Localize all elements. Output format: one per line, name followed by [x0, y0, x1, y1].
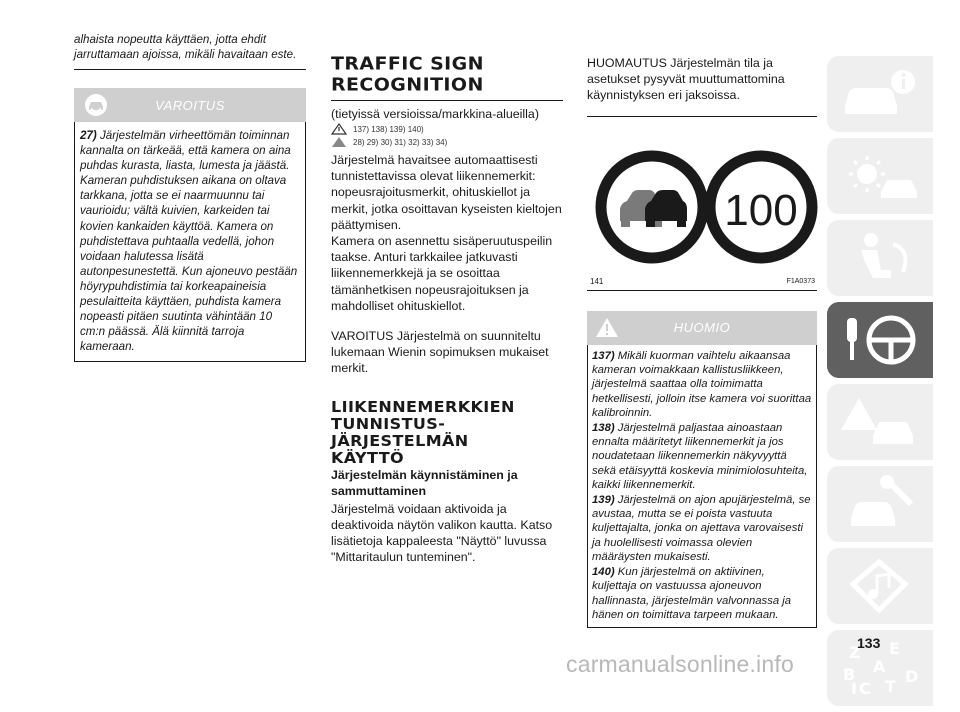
- note-text: Mikäli kuorman vaihtelu aikaansaa kameran voimakkaan kallistusliikkeen, järjestelmä saattaa olla toimimatta hetkellisesti, jolloin itse kamera voi suorittaa kalibroinnin.: [592, 349, 812, 420]
- intro-text: alhaista nopeutta käyttäen, jotta ehdit jarruttamaan ajoissa, mikäli havaitaan este.: [74, 32, 306, 70]
- availability-note: (tietyissä versioissa/markkina-alueilla): [331, 107, 539, 121]
- speed-limit-value: 100: [724, 185, 798, 235]
- note-item: [592, 421, 812, 493]
- note-text: Järjestelmä paljastaa ainoastaan ennalta määritetyt liikennemerkit ja jos noudatetaan liikennemerkin näkyvyyttä sekä etäisyyttä koskevia minimiolosuhteita, kaikki liikennemerkit.: [592, 421, 808, 492]
- paragraph-camera: Kamera on asennettu sisäperuutuspeilin taakse. Anturi tarkkailee jatkuvasti liikennemerkkejä ja se osoittaa tämänhetkisen nopeusrajoituksen ja mahdolliset ohituskiellot.: [331, 234, 553, 313]
- section-title-line-1: TRAFFIC SIGN: [331, 54, 484, 75]
- attention-icon: [595, 316, 619, 340]
- key-steering-icon: [837, 308, 923, 372]
- svg-text:B: B: [843, 665, 856, 684]
- car-warning-icon: [84, 93, 108, 117]
- warning-box: [74, 122, 306, 362]
- note-ref-number: 139): [592, 493, 615, 506]
- note-item: [592, 349, 812, 421]
- chapter-sidebar: [827, 56, 933, 712]
- subsection-title: [331, 399, 563, 467]
- warning-ref-numbers: 137) 138) 139) 140): [353, 124, 424, 134]
- section-title: [331, 55, 563, 101]
- svg-text:E: E: [889, 639, 900, 658]
- activation-heading: Järjestelmän käynnistäminen ja sammuttaminen: [331, 467, 518, 498]
- watermark: carmanualsonline.info: [566, 651, 794, 677]
- subsection-title-line-3: JÄRJESTELMÄN: [331, 431, 469, 450]
- svg-text:A: A: [873, 657, 886, 676]
- svg-text:D: D: [905, 667, 919, 686]
- note-ref-number: 137): [592, 349, 615, 362]
- chapter-tab-safety[interactable]: [827, 220, 933, 296]
- chapter-tab-car-info[interactable]: [827, 56, 933, 132]
- traffic-sign-illustration: [587, 125, 817, 283]
- warning-header: [74, 88, 306, 122]
- svg-text:T: T: [885, 677, 896, 696]
- figure-code: F1A0373: [786, 277, 815, 285]
- paragraph-detection: Järjestelmä havaitsee automaattisesti tunnistettavissa olevat liikennemerkit: nopeusrajoitusmerkit, ohituskiellot ja merkit, jotka osoittavan kyseisten kieltojen päättymisen.: [331, 153, 562, 232]
- note-header: [587, 311, 817, 345]
- warning-ref-number: 27): [80, 129, 97, 142]
- speed-limit-sign: [710, 156, 812, 258]
- warning-refs: [331, 123, 563, 135]
- svg-text:I: I: [851, 679, 857, 698]
- paragraph-vienna: VAROITUS Järjestelmä on suunniteltu lukemaan Wienin sopimuksen mukaiset merkit.: [331, 329, 549, 376]
- left-column: [74, 32, 306, 362]
- no-overtaking-sign: [601, 156, 703, 258]
- chapter-tab-maintenance[interactable]: [827, 466, 933, 542]
- warning-label: VAROITUS: [155, 97, 225, 113]
- warning-triangle-car-icon: [837, 390, 923, 454]
- warning-lights-icon: [837, 144, 923, 208]
- note-ref-number: 138): [592, 421, 615, 434]
- warning-text: Järjestelmän virheettömän toiminnan kannalta on tärkeää, että kamera on aina puhdas kurasta, liasta, lumesta ja jäästä. Kameran puhdistuksen aikana on oltava tarkkana, jotta se ei naarmuunnu tai vaurioidu; vältä kuivien, karkeiden tai kovien kankaiden käyttöä. Kamera on puhdistettava puhtaalla vedellä, johon voidaan halutessa lisätä autonpesunestettä. Kun ajoneuvo pestään höyrypuhdistimia tai korkeapaineisia pesulaitteita käyttäen, puhdista kamera nopeasti pitäen suutinta vähintään 10 cm:n päässä. Älä kiinnitä tarroja kameraan.: [80, 129, 298, 354]
- figure-number: 141: [590, 276, 604, 286]
- car-info-icon: [837, 62, 923, 126]
- note-ref-icon: [331, 136, 347, 148]
- paragraph-activation: Järjestelmä voidaan aktivoida ja deaktivoida näytön valikon kautta. Katso lisätietoja kappaleesta "Näyttö" luvussa "Mittaritaulun tunteminen".: [331, 501, 553, 565]
- music-nav-icon: [837, 554, 923, 618]
- note-ref-numbers: 28) 29) 30) 31) 32) 33) 34): [353, 137, 448, 147]
- note-text: Kun järjestelmä on aktiivinen, kuljettaja on vastuussa ajoneuvon hallinnasta, järjestelmän valvonnassa ja hänen on toimittava tarpeen mukaan.: [592, 565, 792, 621]
- note-item: [592, 493, 812, 565]
- note-label: HUOMIO: [673, 320, 731, 336]
- note-text: Järjestelmä on ajon apujärjestelmä, se avustaa, mutta se ei poista vastuuta kuljettajalta, jonka on ajettava varovaisesti ja huolellisesti voimassa olevien määräysten mukaisesti.: [592, 493, 811, 564]
- page-number: 133: [857, 635, 881, 651]
- note-box: [587, 345, 817, 629]
- note-refs: [331, 136, 563, 148]
- chapter-tab-starting-driving[interactable]: [827, 302, 933, 378]
- airbag-seatbelt-icon: [837, 226, 923, 290]
- figure-traffic-signs: [587, 116, 817, 291]
- status-note: HUOMAUTUS Järjestelmän tila ja asetukset pysyvät muuttumattomina käynnistyksen eri jaksoissa.: [587, 56, 785, 103]
- warning-ref-icon: [331, 123, 347, 135]
- subsection-title-line-1: LIIKENNEMERKKIEN: [331, 397, 515, 416]
- chapter-tab-emergency[interactable]: [827, 384, 933, 460]
- subsection-title-line-4: KÄYTTÖ: [331, 448, 405, 467]
- chapter-tab-multimedia[interactable]: [827, 548, 933, 624]
- wrench-car-icon: [837, 472, 923, 536]
- subsection-title-line-2: TUNNISTUS-: [331, 414, 446, 433]
- section-title-line-2: RECOGNITION: [331, 75, 484, 96]
- middle-column: [331, 55, 563, 565]
- note-item: [592, 565, 812, 623]
- right-column: [587, 55, 817, 628]
- note-ref-number: 140): [592, 565, 615, 578]
- svg-text:C: C: [859, 679, 871, 698]
- svg-text:Z: Z: [849, 643, 861, 662]
- chapter-tab-instruments[interactable]: [827, 138, 933, 214]
